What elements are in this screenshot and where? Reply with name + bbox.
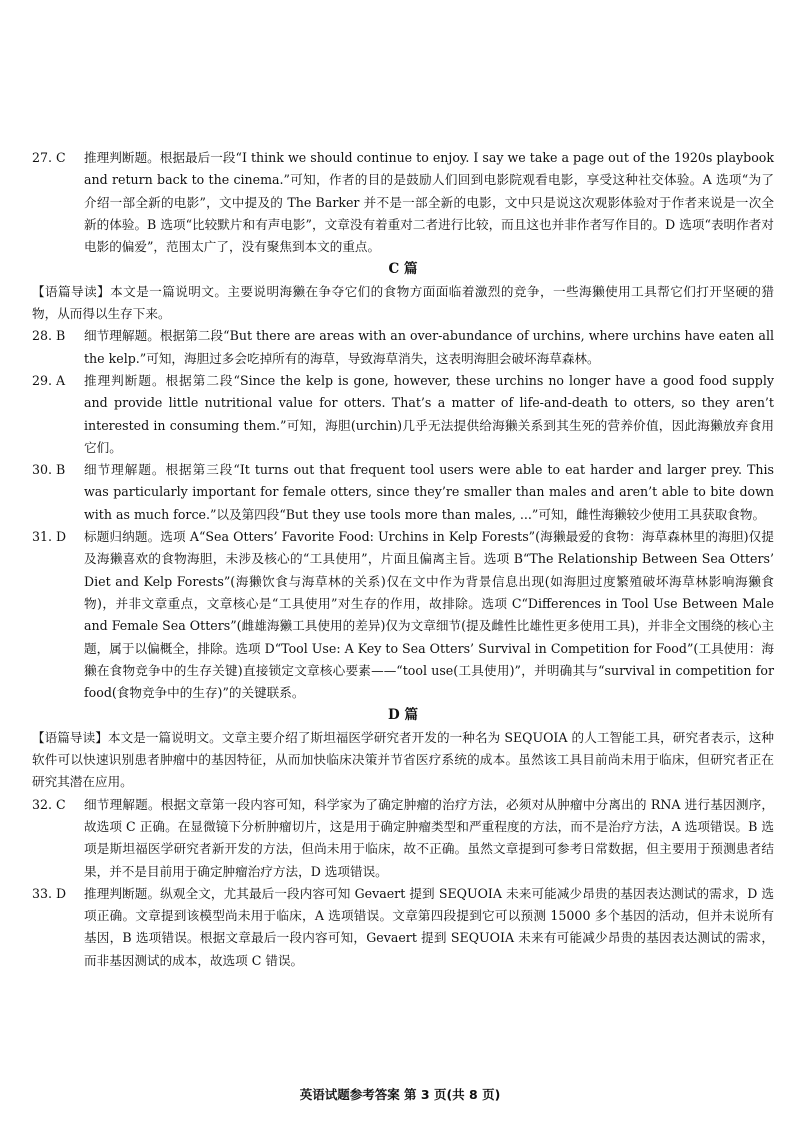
passage-guide-d (32, 727, 774, 794)
answer-item-27 (32, 147, 774, 258)
page-footer: 英语试题参考答案 第 3 页(共 8 页) (299, 1087, 501, 1102)
section-heading-d: D 篇 (388, 707, 418, 724)
guide-text: 本文是一篇说明文。文章主要介绍了斯坦福医学研究者开发的一种名为 SEQUOIA 的人工智能工具，研究者表示，这种软件可以快速识别患者肿瘤中的基因特征，从而加快临床决策并节省医疗系统的成本。虽然该工具目前尚未用于临床，但研究者正在研究其潜在应用。 (32, 729, 774, 790)
guide-label: 【语篇导读】 (32, 729, 108, 745)
passage-guide-c (32, 281, 774, 326)
answer-number: 27. C (32, 150, 66, 165)
answer-number: 28. B (32, 328, 66, 344)
answer-item-32 (32, 794, 774, 883)
answer-explanation: 细节理解题。根据第三段“It turns out that frequent tool users were able to eat harder and larger prey. This was particularly important for female otters, since they’re smaller than males and aren’t able to bite down with as much force.”以及第四段“But they use tools more than males, ...”可知，雌性海獭较少使用工具获取食物。 (84, 462, 774, 522)
answer-explanation: 推理判断题。根据最后一段“I think we should continue to enjoy. I say we take a page out of the 1920s playbook and return back to the cinema.”可知，作者的目的是鼓励人们回到电影院观看电影，享受这种社交体验。A 选项“为了介绍一部全新的电影”，文中提及的 The Barker 并不是一部全新的电影，文中只是说这次观影体验对于作者来说是一次全新的体验。B 选项“比较默片和有声电影”，文章没有着重对二者进行比较，而且这也并非作者写作目的。D 选项“表明作者对电影的偏爱”，范围太广了，没有聚焦到本文的重点。 (84, 150, 774, 255)
section-heading-c: C 篇 (388, 261, 418, 278)
answer-explanation: 细节理解题。根据第二段“But there are areas with an over-abundance of urchins, where urchins have eaten all the kelp.”可知，海胆过多会吃掉所有的海草，导致海草消失，这表明海胆会破坏海草森林。 (84, 328, 774, 366)
answer-explanation: 推理判断题。纵观全文，尤其最后一段内容可知 Gevaert 提到 SEQUOIA 未来可能减少昂贵的基因表达测试的需求，D 选项正确。文章提到该模型尚未用于临床，A 选项错误。文章第四段提到它可以预测 15000 多个基因的活动，但并未说所有基因，B 选项错误。根据文章最后一段内容可知，Gevaert 提到 SEQUOIA 未来有可能减少昂贵的基因表达测试的需求，而非基因测试的成本，故选项 C 错误。 (84, 885, 774, 968)
answer-item-30 (32, 459, 774, 526)
answer-number: 31. D (32, 529, 67, 545)
guide-text: 本文是一篇说明文。主要说明海獭在争夺它们的食物方面面临着激烈的竞争，一些海獭使用工具帮它们打开坚硬的猎物，从而得以生存下来。 (32, 283, 775, 322)
answer-item-29 (32, 370, 774, 459)
answer-number: 32. C (32, 796, 66, 812)
answer-item-31 (32, 526, 774, 704)
answer-item-33 (32, 883, 774, 972)
answer-item-28 (32, 325, 774, 370)
answer-number: 33. D (32, 885, 67, 901)
answer-explanation: 标题归纳题。选项 A“Sea Otters’ Favorite Food: Urchins in Kelp Forests”(海獭最爱的食物：海草森林里的海胆)仅提及海獭喜欢的食物海胆，未涉及核心的“工具使用”，片面且偏离主旨。选项 B“The Relationship Between Sea Otters’ Diet and Kelp Forests”(海獭饮食与海草林的关系)仅在文中作为背景信息出现(如海胆过度繁殖破坏海草林影响海獭食物)，并非文章重点，文章核心是“工具使用”对生存的作用，故排除。选项 C“Differences in Tool Use Between Male and Female Sea Otters”(雌雄海獭工具使用的差异)仅为文章细节(提及雌性比雄性更多使用工具)，并非全文围绕的核心主题，属于以偏概全，排除。选项 D“Tool Use: A Key to Sea Otters’ Survival in Competition for Food”(工具使用：海獭在食物竞争中的生存关键)直接锁定文章核心要素——“tool use(工具使用)”，并明确其与“survival in competition for food(食物竞争中的生存)”的关键联系。 (84, 529, 774, 701)
answer-number: 30. B (32, 462, 66, 478)
answer-explanation: 推理判断题。根据第二段“Since the kelp is gone, however, these urchins no longer have a good food supply and provide little nutritional value for otters. That’s a matter of life-and-death to otters, so they aren’t interested in consuming them.”可知，海胆(urchin)几乎无法提供给海獭关系到其生死的营养价值，因此海獭放弃食用它们。 (84, 372, 774, 455)
guide-label: 【语篇导读】 (32, 283, 111, 299)
answer-number: 29. A (32, 372, 66, 388)
answer-explanation: 细节理解题。根据文章第一段内容可知，科学家为了确定肿瘤的治疗方法，必须对从肿瘤中分离出的 RNA 进行基因测序，故选项 C 正确。在显微镜下分析肿瘤切片，这是用于确定肿瘤类型和严重程度的方法，而不是治疗方法，A 选项错误。B 选项是斯坦福医学研究者新开发的方法，但尚未用于临床，故不正确。虽然文章提到可参考日常数据，但主要用于预测患者结果，并不是目前用于确定肿瘤治疗方法，D 选项错误。 (84, 796, 774, 879)
answer-content (32, 147, 774, 972)
